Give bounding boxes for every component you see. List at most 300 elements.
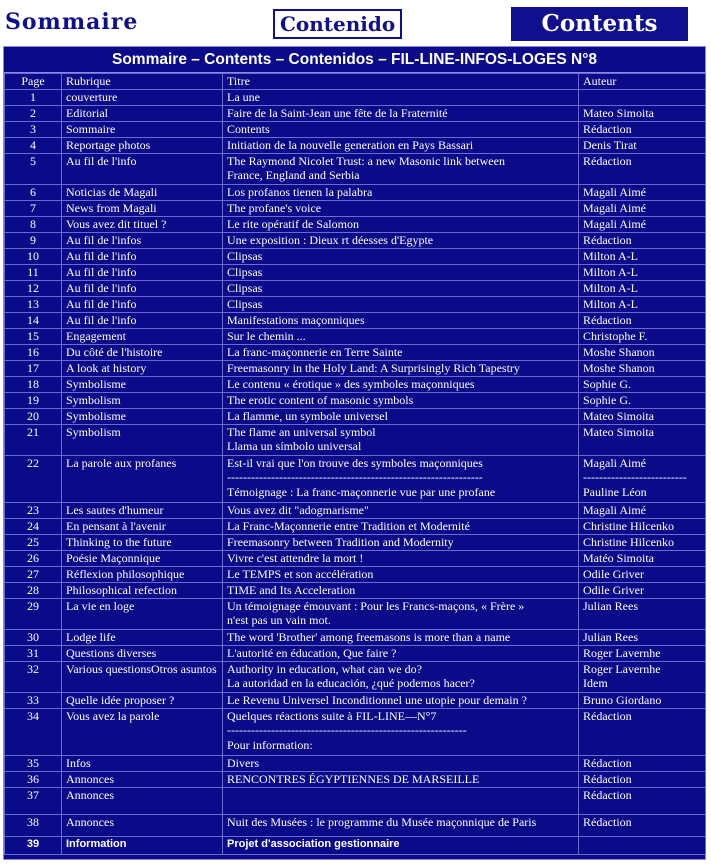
- cell-rubrique-line: Otros asuntos: [151, 661, 217, 676]
- cell-titre: [223, 771, 579, 787]
- cell-page: 13: [5, 296, 62, 312]
- table-row: [5, 692, 706, 708]
- cell-titre: [223, 296, 579, 312]
- cell-rubrique: [62, 392, 223, 408]
- cell-titre-line: ------------------------------------------------------------: [227, 723, 467, 738]
- cell-titre: [223, 629, 579, 645]
- cell-titre: [223, 424, 579, 455]
- cell-rubrique: [62, 184, 223, 200]
- table-row: [5, 200, 706, 216]
- cell-rubrique-line: Symbolisme: [66, 376, 127, 391]
- table-row: [5, 153, 706, 184]
- cell-titre-line: Freemasonry in the Holy Land: A Surprisingly Rich Tapestry: [227, 360, 520, 375]
- cell-auteur-line: Roger Lavernhe: [583, 645, 661, 660]
- cell-auteur-line: Rédaction: [583, 232, 632, 247]
- cell-rubrique-line: Thinking to the future: [66, 534, 172, 549]
- cell-page: 15: [5, 328, 62, 344]
- cell-titre: [223, 645, 579, 661]
- table-row: [5, 518, 706, 534]
- cell-titre-line: Manifestations maçonniques: [227, 312, 365, 327]
- cell-titre: [223, 232, 579, 248]
- cell-auteur: [579, 137, 706, 153]
- table-row: [5, 376, 706, 392]
- table-row: [5, 771, 706, 787]
- cell-page: 33: [5, 692, 62, 708]
- cell-auteur: [579, 455, 706, 502]
- cell-page: 24: [5, 518, 62, 534]
- cell-rubrique-line: Symbolisme: [66, 408, 127, 423]
- cell-rubrique: [62, 248, 223, 264]
- cell-rubrique: [62, 787, 223, 814]
- cell-rubrique: [62, 280, 223, 296]
- cell-rubrique: [62, 771, 223, 787]
- cell-titre-line: The word 'Brother' among freemasons is more than a name: [227, 629, 511, 644]
- cell-titre: [223, 692, 579, 708]
- cell-rubrique: [62, 376, 223, 392]
- cell-auteur-line: Bruno Giordano: [583, 692, 662, 707]
- cell-auteur: [579, 376, 706, 392]
- cell-auteur-line: Rédaction: [583, 153, 632, 168]
- cell-rubrique-line: Au fil de l'info: [66, 248, 137, 263]
- cell-page: 12: [5, 280, 62, 296]
- cell-auteur: [579, 344, 706, 360]
- cell-rubrique: [62, 200, 223, 216]
- header-sommaire: Sommaire: [5, 9, 139, 35]
- cell-rubrique: [62, 629, 223, 645]
- cell-page: 18: [5, 376, 62, 392]
- table-row: [5, 280, 706, 296]
- cell-page: 3: [5, 121, 62, 137]
- cell-page: 1: [5, 89, 62, 105]
- cell-auteur-line: Denis Tirat: [583, 137, 637, 152]
- cell-rubrique-line: News from Magali: [66, 200, 157, 215]
- cell-page: 19: [5, 392, 62, 408]
- cell-auteur-line: Magali Aimé: [583, 184, 646, 199]
- cell-auteur: [579, 771, 706, 787]
- cell-auteur-line: Julian Rees: [583, 598, 638, 613]
- cell-rubrique: [62, 534, 223, 550]
- cell-rubrique: [62, 232, 223, 248]
- cell-titre: [223, 137, 579, 153]
- header-contents: Contents: [511, 7, 688, 41]
- cell-auteur: [579, 692, 706, 708]
- table-row: [5, 184, 706, 200]
- cell-page: 23: [5, 502, 62, 518]
- column-header-page: Page: [5, 74, 62, 90]
- cell-rubrique-line: Quelle idée proposer ?: [66, 692, 175, 707]
- table-row: [5, 755, 706, 771]
- cell-titre-line: La autoridad en la educación, ¿qué podemos hacer?: [227, 676, 475, 691]
- cell-titre: [223, 582, 579, 598]
- cell-titre-line: L'autorité en éducation, Que faire ?: [227, 645, 397, 660]
- table-row: [5, 645, 706, 661]
- cell-auteur-line: Milton A-L: [583, 248, 639, 263]
- cell-titre-line: The Raymond Nicolet Trust: a new Masonic link between: [227, 153, 505, 168]
- cell-page: 29: [5, 598, 62, 629]
- cell-auteur-line: Mateo Simoita: [583, 424, 654, 439]
- cell-titre-line: Los profanos tienen la palabra: [227, 184, 373, 199]
- cell-titre: [223, 787, 579, 814]
- cell-auteur-line: Moshe Shanon: [583, 344, 655, 359]
- cell-titre: [223, 814, 579, 836]
- cell-titre: [223, 534, 579, 550]
- table-row: [5, 550, 706, 566]
- cell-titre-line: Nuit des Musées : le programme du Musée maçonnique de Paris: [227, 814, 537, 829]
- cell-titre-line: Vous avez dit "adogmarisme": [227, 502, 369, 517]
- cell-rubrique-line: Les sautes d'humeur: [66, 502, 164, 517]
- table-row: [5, 312, 706, 328]
- cell-rubrique: [62, 836, 223, 854]
- cell-rubrique: [62, 216, 223, 232]
- cell-titre: [223, 328, 579, 344]
- cell-auteur-line: Julian Rees: [583, 629, 638, 644]
- cell-titre-line: Clipsas: [227, 280, 263, 295]
- cell-rubrique: [62, 264, 223, 280]
- table-row: [5, 216, 706, 232]
- cell-rubrique: [62, 645, 223, 661]
- cell-rubrique: [62, 814, 223, 836]
- cell-titre: [223, 708, 579, 755]
- cell-auteur: [579, 216, 706, 232]
- cell-auteur: [579, 153, 706, 184]
- table-row: [5, 708, 706, 755]
- cell-rubrique: [62, 582, 223, 598]
- cell-titre: [223, 661, 579, 692]
- table-body: [5, 89, 706, 854]
- cell-titre-line: Quelques réactions suite à FIL-LINE—N°7: [227, 708, 437, 723]
- cell-auteur-line: Magali Aimé: [583, 216, 646, 231]
- cell-page: 27: [5, 566, 62, 582]
- cell-page: 9: [5, 232, 62, 248]
- cell-auteur: [579, 566, 706, 582]
- cell-auteur: [579, 424, 706, 455]
- cell-rubrique: [62, 661, 223, 692]
- cell-rubrique-line: Poésie Maçonnique: [66, 550, 161, 565]
- cell-titre: [223, 376, 579, 392]
- cell-auteur: [579, 629, 706, 645]
- cell-titre: [223, 184, 579, 200]
- cell-auteur: [579, 392, 706, 408]
- cell-auteur: [579, 836, 706, 854]
- cell-rubrique: [62, 424, 223, 455]
- cell-auteur: [579, 408, 706, 424]
- cell-page: 6: [5, 184, 62, 200]
- table-row: [5, 598, 706, 629]
- cell-page: 25: [5, 534, 62, 550]
- cell-page: 37: [5, 787, 62, 814]
- cell-titre: [223, 502, 579, 518]
- cell-auteur-line: --------------------------: [583, 470, 687, 485]
- cell-titre: [223, 392, 579, 408]
- cell-titre-line: Authority in education, what can we do?: [227, 661, 422, 676]
- cell-titre-line: Contents: [227, 121, 270, 136]
- cell-titre-line: The profane's voice: [227, 200, 322, 215]
- cell-page: 8: [5, 216, 62, 232]
- table-row: [5, 836, 706, 854]
- cell-rubrique-line: Noticias de Magali: [66, 184, 158, 199]
- cell-titre-line: The flame an universal symbol: [227, 424, 376, 439]
- cell-rubrique: [62, 137, 223, 153]
- cell-rubrique-line: La vie en loge: [66, 598, 135, 613]
- cell-titre-line: n'est pas un vain mot.: [227, 613, 331, 628]
- cell-auteur-line: Rédaction: [583, 121, 632, 136]
- cell-auteur-line: Sophie G.: [583, 392, 631, 407]
- cell-titre: [223, 755, 579, 771]
- cell-rubrique-line: Information: [66, 837, 127, 850]
- cell-rubrique: [62, 360, 223, 376]
- cell-rubrique: [62, 296, 223, 312]
- cell-auteur: [579, 814, 706, 836]
- cell-auteur-line: Christine Hilcenko: [583, 518, 674, 533]
- table-row: [5, 566, 706, 582]
- cell-rubrique: [62, 518, 223, 534]
- table-row: [5, 232, 706, 248]
- cell-page: 17: [5, 360, 62, 376]
- cell-auteur: [579, 518, 706, 534]
- cell-titre-line: Pour information:: [227, 737, 313, 752]
- cell-auteur: [579, 121, 706, 137]
- cell-titre-line: ----------------------------------------------------------------: [227, 470, 483, 485]
- table-row: [5, 582, 706, 598]
- cell-rubrique: [62, 550, 223, 566]
- cell-page: 2: [5, 105, 62, 121]
- cell-titre-line: RENCONTRES ÉGYPTIENNES DE MARSEILLE: [227, 771, 480, 786]
- cell-rubrique-line: Annonces: [66, 787, 114, 802]
- cell-rubrique-line: Reportage photos: [66, 137, 151, 152]
- cell-page: 36: [5, 771, 62, 787]
- cell-auteur: [579, 787, 706, 814]
- cell-auteur-line: Rédaction: [583, 708, 632, 723]
- cell-rubrique: [62, 153, 223, 184]
- cell-auteur-line: Christine Hilcenko: [583, 534, 674, 549]
- table-of-contents-panel: [3, 46, 706, 860]
- cell-auteur: [579, 582, 706, 598]
- table-row: [5, 408, 706, 424]
- cell-auteur-line: Milton A-L: [583, 280, 639, 295]
- cell-titre: [223, 455, 579, 502]
- cell-page: 16: [5, 344, 62, 360]
- cell-titre-line: Vivre c'est attendre la mort !: [227, 550, 364, 565]
- cell-page: 5: [5, 153, 62, 184]
- cell-titre: [223, 105, 579, 121]
- cell-rubrique-line: Au fil de l'info: [66, 153, 137, 168]
- cell-titre: [223, 264, 579, 280]
- column-header-rubrique: Rubrique: [62, 74, 223, 90]
- header-contenido: Contenido: [273, 9, 402, 39]
- cell-page: 39: [5, 836, 62, 854]
- table-row: [5, 502, 706, 518]
- table-row: [5, 661, 706, 692]
- cell-page: 30: [5, 629, 62, 645]
- cell-rubrique: [62, 344, 223, 360]
- cell-auteur-line: Rédaction: [583, 312, 632, 327]
- cell-titre: [223, 408, 579, 424]
- cell-page: 14: [5, 312, 62, 328]
- cell-titre-line: Freemasonry between Tradition and Modernity: [227, 534, 454, 549]
- cell-titre-line: Llama un símbolo universal: [227, 439, 362, 454]
- cell-titre-line: La une: [227, 89, 260, 104]
- cell-auteur: [579, 232, 706, 248]
- cell-auteur: [579, 89, 706, 105]
- cell-rubrique-line: Au fil de l'info: [66, 312, 137, 327]
- cell-rubrique-line: La parole aux profanes: [66, 455, 177, 470]
- cell-auteur-line: Milton A-L: [583, 296, 639, 311]
- cell-rubrique: [62, 455, 223, 502]
- cell-page: 34: [5, 708, 62, 755]
- cell-titre-line: Faire de la Saint-Jean une fête de la Fraternité: [227, 105, 448, 120]
- cell-rubrique: [62, 121, 223, 137]
- cell-auteur: [579, 184, 706, 200]
- cell-page: 7: [5, 200, 62, 216]
- cell-titre-line: Clipsas: [227, 264, 263, 279]
- cell-page: 11: [5, 264, 62, 280]
- table-row: [5, 392, 706, 408]
- cell-rubrique-line: Annonces: [66, 814, 114, 829]
- cell-titre-line: Divers: [227, 755, 259, 770]
- cell-auteur-line: Roger Lavernhe: [583, 661, 661, 676]
- cell-rubrique: [62, 692, 223, 708]
- cell-titre-line: Le TEMPS et son accélération: [227, 566, 374, 581]
- cell-titre-line: France, England and Serbia: [227, 168, 360, 183]
- cell-auteur-line: Magali Aimé: [583, 502, 646, 517]
- cell-rubrique-line: En pensant à l'avenir: [66, 518, 166, 533]
- cell-auteur-line: Rédaction: [583, 755, 632, 770]
- cell-auteur: [579, 312, 706, 328]
- cell-rubrique-line: Infos: [66, 755, 91, 770]
- table-header-row: [5, 74, 706, 90]
- cell-page: 32: [5, 661, 62, 692]
- cell-titre-line: Projet d'association gestionnaire: [227, 837, 400, 850]
- table-row: [5, 344, 706, 360]
- cell-rubrique: [62, 502, 223, 518]
- cell-rubrique: [62, 105, 223, 121]
- table-row: [5, 264, 706, 280]
- cell-titre-line: Le rite opératif de Salomon: [227, 216, 359, 231]
- cell-auteur-line: Milton A-L: [583, 264, 639, 279]
- cell-page: 10: [5, 248, 62, 264]
- cell-auteur: [579, 755, 706, 771]
- panel-title: Sommaire – Contents – Contenidos – FIL-LINE-INFOS-LOGES N°8: [4, 47, 705, 73]
- cell-titre: [223, 216, 579, 232]
- cell-rubrique-line: Vous avez dit tituel ?: [66, 216, 167, 231]
- cell-auteur-line: Rédaction: [583, 787, 632, 802]
- cell-titre: [223, 598, 579, 629]
- column-header-titre: Titre: [223, 74, 579, 90]
- cell-titre: [223, 248, 579, 264]
- cell-auteur-line: Matéo Simoita: [583, 550, 654, 565]
- cell-auteur-line: Moshe Shanon: [583, 360, 655, 375]
- cell-auteur: [579, 200, 706, 216]
- cell-auteur-line: Magali Aimé: [583, 200, 646, 215]
- cell-auteur: [579, 248, 706, 264]
- cell-titre-line: Initiation de la nouvelle generation en Pays Bassari: [227, 137, 474, 152]
- cell-auteur-line: Pauline Léon: [583, 484, 647, 499]
- cell-rubrique-line: Questions diverses: [66, 645, 157, 660]
- cell-titre-line: Clipsas: [227, 248, 263, 263]
- cell-rubrique-line: Au fil de l'info: [66, 280, 137, 295]
- cell-page: 20: [5, 408, 62, 424]
- cell-auteur-line: Mateo Simoita: [583, 105, 654, 120]
- table-row: [5, 814, 706, 836]
- cell-auteur: [579, 708, 706, 755]
- cell-rubrique-line: couverture: [66, 89, 118, 104]
- cell-titre-line: Sur le chemin ...: [227, 328, 306, 343]
- page-header: [0, 0, 711, 44]
- cell-auteur-line: Magali Aimé: [583, 455, 646, 470]
- cell-titre: [223, 360, 579, 376]
- cell-titre-line: Clipsas: [227, 296, 263, 311]
- cell-auteur: [579, 550, 706, 566]
- cell-rubrique: [62, 328, 223, 344]
- cell-auteur-line: Rédaction: [583, 814, 632, 829]
- table-row: [5, 137, 706, 153]
- cell-rubrique-line: Réflexion philosophique: [66, 566, 185, 581]
- table-row: [5, 360, 706, 376]
- cell-rubrique: [62, 598, 223, 629]
- cell-titre-line: Le contenu « érotique » des symboles maçonniques: [227, 376, 475, 391]
- cell-titre-line: Un témoignage émouvant : Pour les Francs-maçons, « Frère »: [227, 598, 525, 613]
- cell-titre: [223, 280, 579, 296]
- cell-titre-line: TIME and Its Acceleration: [227, 582, 356, 597]
- table-row: [5, 424, 706, 455]
- cell-titre: [223, 518, 579, 534]
- cell-titre-line: Le Revenu Universel Inconditionnel une utopie pour demain ?: [227, 692, 527, 707]
- contents-table: [4, 73, 706, 855]
- cell-auteur: [579, 502, 706, 518]
- table-row: [5, 89, 706, 105]
- table-row: [5, 105, 706, 121]
- cell-page: 26: [5, 550, 62, 566]
- cell-rubrique: [62, 566, 223, 582]
- cell-rubrique-line: Lodge life: [66, 629, 116, 644]
- cell-auteur: [579, 534, 706, 550]
- cell-auteur: [579, 328, 706, 344]
- column-header-auteur: Auteur: [579, 74, 706, 90]
- cell-titre: [223, 550, 579, 566]
- cell-rubrique-line: Au fil de l'info: [66, 296, 137, 311]
- cell-auteur: [579, 645, 706, 661]
- table-row: [5, 629, 706, 645]
- cell-rubrique-line: Editorial: [66, 105, 108, 120]
- cell-rubrique-line: Various questions: [66, 661, 151, 676]
- cell-rubrique-line: Annonces: [66, 771, 114, 786]
- cell-rubrique: [62, 312, 223, 328]
- table-row: [5, 328, 706, 344]
- cell-rubrique: [62, 708, 223, 755]
- cell-page: 38: [5, 814, 62, 836]
- cell-titre-line: La Franc-Maçonnerie entre Tradition et Modernité: [227, 518, 470, 533]
- cell-titre-line: The erotic content of masonic symbols: [227, 392, 414, 407]
- cell-titre: [223, 312, 579, 328]
- cell-rubrique: [62, 408, 223, 424]
- cell-titre-line: La flamme, un symbole universel: [227, 408, 388, 423]
- table-row: [5, 787, 706, 814]
- cell-rubrique: [62, 755, 223, 771]
- cell-auteur-line: Sophie G.: [583, 376, 631, 391]
- cell-titre-line: Est-il vrai que l'on trouve des symboles maçonniques: [227, 455, 483, 470]
- cell-page: 28: [5, 582, 62, 598]
- cell-auteur: [579, 598, 706, 629]
- cell-auteur-line: Odile Griver: [583, 582, 644, 597]
- cell-page: 21: [5, 424, 62, 455]
- cell-auteur: [579, 264, 706, 280]
- cell-titre-line: Une exposition : Dieux rt déesses d'Egypte: [227, 232, 434, 247]
- cell-rubrique-line: Vous avez la parole: [66, 708, 160, 723]
- cell-titre: [223, 566, 579, 582]
- cell-page: 4: [5, 137, 62, 153]
- cell-auteur: [579, 296, 706, 312]
- cell-titre: [223, 153, 579, 184]
